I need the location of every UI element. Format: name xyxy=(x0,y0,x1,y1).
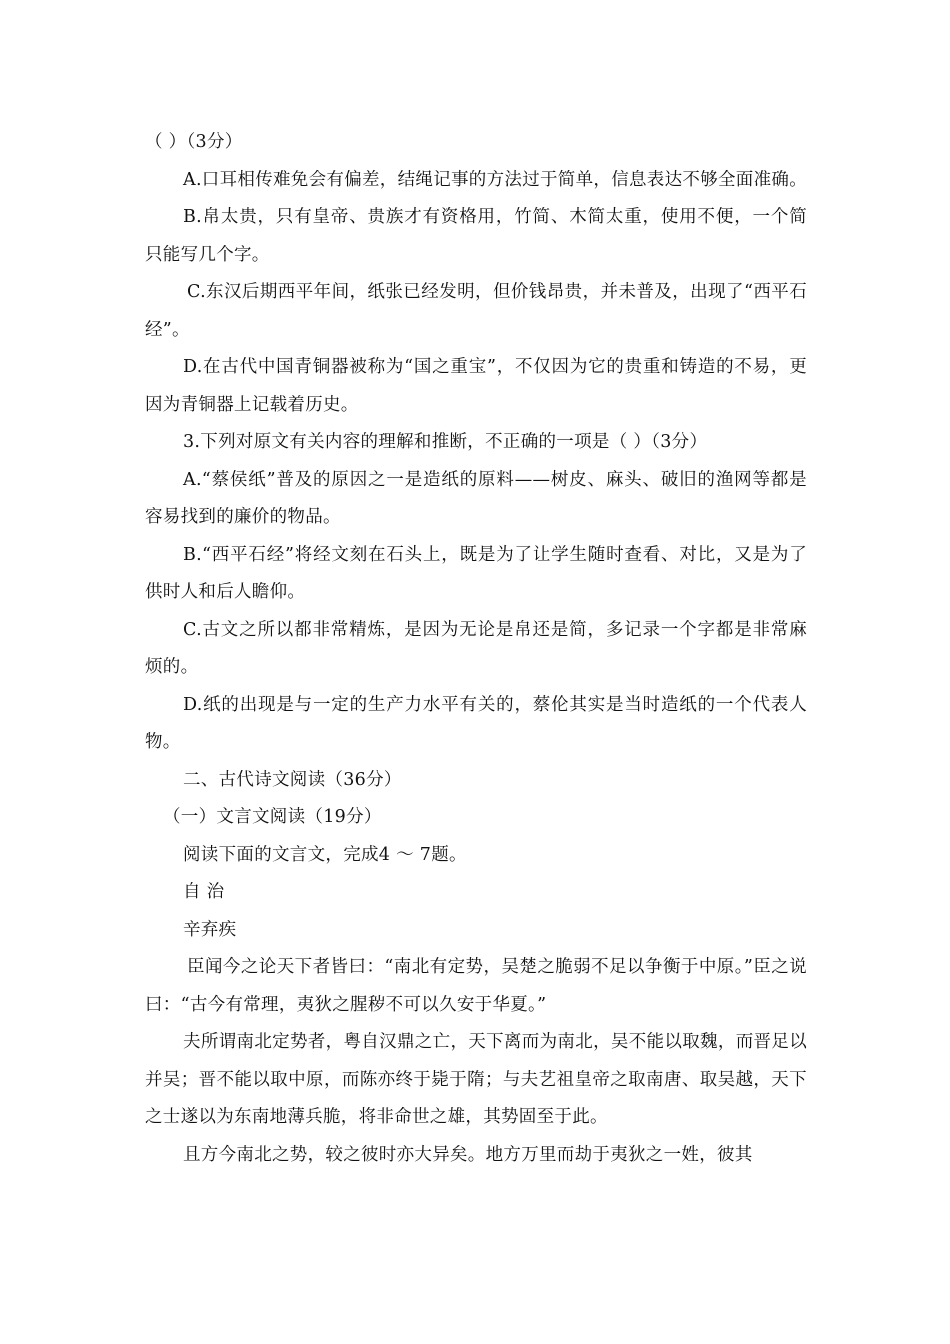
reading-instruction: 阅读下面的文言文，完成4 ～ 7题。 xyxy=(183,844,467,865)
subsection-title: （一）文言文阅读（19分） xyxy=(163,807,382,827)
q2-option-b: B.帛太贵，只有皇帝、贵族才有资格用，竹简、木简太重，使用不便，一个简只能写几个字。 xyxy=(145,207,807,265)
q3-stem: 3.下列对原文有关内容的理解和推断，不正确的一项是（ ）（3分） xyxy=(183,432,708,452)
q2-option-d: D.在古代中国青铜器被称为“国之重宝”，不仅因为它的贵重和铸造的不易，更因为青铜器上记载着历史。 xyxy=(145,357,807,415)
document-body xyxy=(145,124,807,1174)
section-title: 二、古代诗文阅读（36分） xyxy=(183,769,402,790)
essay-author: 辛弃疾 xyxy=(183,919,237,940)
essay-title: 自 治 xyxy=(183,882,225,902)
q3-option-d: D.纸的出现是与一定的生产力水平有关的，蔡伦其实是当时造纸的一个代表人物。 xyxy=(145,694,807,752)
essay-paragraph-2: 夫所谓南北定势者，粤自汉鼎之亡，天下离而为南北，吴不能以取魏，而晋足以并吴；晋不能以取中原，而陈亦终于毙于隋；与夫艺祖皇帝之取南唐、取吴越，天下之士遂以为东南地薄兵脆，将非命世之雄，其势固至于此。 xyxy=(145,1032,807,1127)
essay-paragraph-3: 且方今南北之势，较之彼时亦大异矣。地方万里而劫于夷狄之一姓，彼其 xyxy=(183,1144,753,1165)
essay-paragraph-1: 臣闻今之论天下者皆曰：“南北有定势，吴楚之脆弱不足以争衡于中原。”臣之说曰：“古今有常理，夷狄之腥秽不可以久安于华夏。” xyxy=(145,957,807,1015)
q2-option-a: A.口耳相传难免会有偏差，结绳记事的方法过于简单，信息表达不够全面准确。 xyxy=(183,169,807,190)
q3-option-c: C.古文之所以都非常精炼，是因为无论是帛还是简，多记录一个字都是非常麻烦的。 xyxy=(145,619,807,677)
q2-stem-tail: （ ）（3分） xyxy=(145,132,243,152)
q3-option-a: A.“蔡侯纸”普及的原因之一是造纸的原料——树皮、麻头、破旧的渔网等都是容易找到的廉价的物品。 xyxy=(145,469,807,527)
q3-option-b: B.“西平石经”将经文刻在石头上，既是为了让学生随时查看、对比，又是为了供时人和后人瞻仰。 xyxy=(145,544,807,602)
q2-option-c: C.东汉后期西平年间，纸张已经发明，但价钱昂贵，并未普及，出现了“西平石经”。 xyxy=(145,282,807,340)
